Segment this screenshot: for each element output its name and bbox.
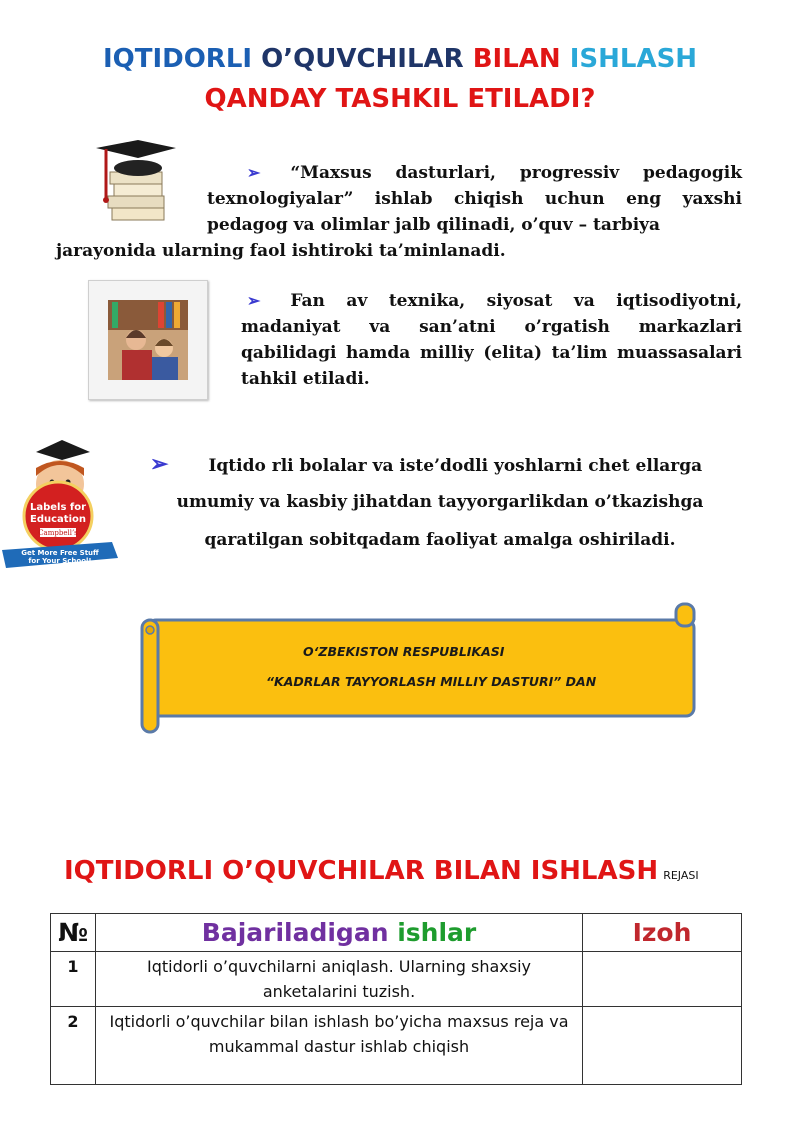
section-3-line-2: umumiy va kasbiy jihatdan tayyorgarlikdan o’tkazishga	[176, 492, 704, 512]
row-task: Iqtidorli o’quvchilar bilan ishlash bo’yicha maxsus reja va mukammal dastur ishlab chiqish	[96, 1007, 583, 1085]
logo-ribbon-text: Get More Free Stuff	[21, 549, 99, 557]
section-1-top	[207, 160, 742, 238]
row-number: 1	[51, 952, 96, 1007]
column-header-note: Izoh	[583, 914, 742, 952]
row-note	[583, 952, 742, 1007]
svg-text:for Your School!: for Your School!	[28, 557, 92, 565]
section-1-first-line: “Maxsus dasturlari, progressiv pedagogik	[290, 163, 742, 183]
row-note	[583, 1007, 742, 1085]
title-word-3: BILAN	[472, 44, 570, 74]
logo-badge-text: Labels for	[29, 502, 87, 513]
section-2-text-block	[241, 288, 742, 392]
section-1-text: texnologiyalar” ishlab chiqish uchun eng yaxshi pedagog va olimlar jalb qilinadi, o’quv – tarbiya	[207, 189, 742, 235]
svg-text:Education: Education	[30, 514, 86, 525]
row-number: 2	[51, 1007, 96, 1085]
section-3-line-3: qaratilgan sobitqadam faoliyat amalga oshiriladi.	[204, 530, 676, 550]
section-1-last-line: jarayonida ularning faol ishtiroki ta’minlanadi.	[56, 241, 506, 261]
column-header-number: №	[51, 914, 96, 952]
page-title-line-2: QANDAY TASHKIL ETILADI?	[204, 84, 596, 114]
table-header-row	[51, 914, 742, 952]
column-header-tasks-part2: ishlar	[397, 918, 477, 947]
plan-heading-text: IQTIDORLI O’QUVCHILAR BILAN ISHLASH	[64, 856, 659, 886]
table-row	[51, 1007, 742, 1085]
scroll-line-2: “KADRLAR TAYYORLASH MILLIY DASTURI” DAN	[266, 674, 597, 689]
table-row	[51, 952, 742, 1007]
title-word-1: IQTIDORLI	[102, 44, 262, 74]
title-word-4: ISHLASH	[569, 44, 698, 74]
logo-brand: Campbell’s	[38, 529, 78, 537]
section-3-line-1-wrap	[150, 445, 740, 485]
plan-table	[50, 913, 742, 1085]
page-title-line-1	[0, 44, 800, 74]
column-header-tasks-part1: Bajariladigan	[201, 918, 398, 947]
arrow-bullet-icon: ➢	[247, 291, 261, 310]
section-3-line-1: Iqtido rli bolalar va iste’dodli yoshlarni chet ellarga	[208, 456, 703, 476]
column-header-tasks	[96, 914, 583, 952]
labels-for-education-logo	[0, 436, 120, 576]
plan-heading	[64, 856, 699, 886]
arrow-bullet-icon: ➢	[247, 163, 261, 182]
arrow-bullet-icon: ➢	[150, 451, 169, 477]
row-task: Iqtidorli o’quvchilarni aniqlash. Ularning shaxsiy anketalarini tuzish.	[96, 952, 583, 1007]
title-word-2: O’QUVCHILAR	[261, 44, 473, 74]
scroll-banner	[136, 600, 700, 740]
graduation-books-icon	[92, 138, 178, 230]
section-2-text: Fan av texnika, siyosat va iqtisodiyotni, madaniyat va san’atni o’rgatish markazlari qabilidagi hamda milliy (elita) ta’lim muassasalari tahkil etiladi.	[241, 291, 742, 389]
photo-frame	[88, 280, 208, 400]
teacher-child-photo	[108, 300, 188, 380]
plan-heading-suffix: REJASI	[663, 869, 699, 882]
scroll-line-1: O‘ZBEKISTON RESPUBLIKASI	[303, 644, 505, 659]
